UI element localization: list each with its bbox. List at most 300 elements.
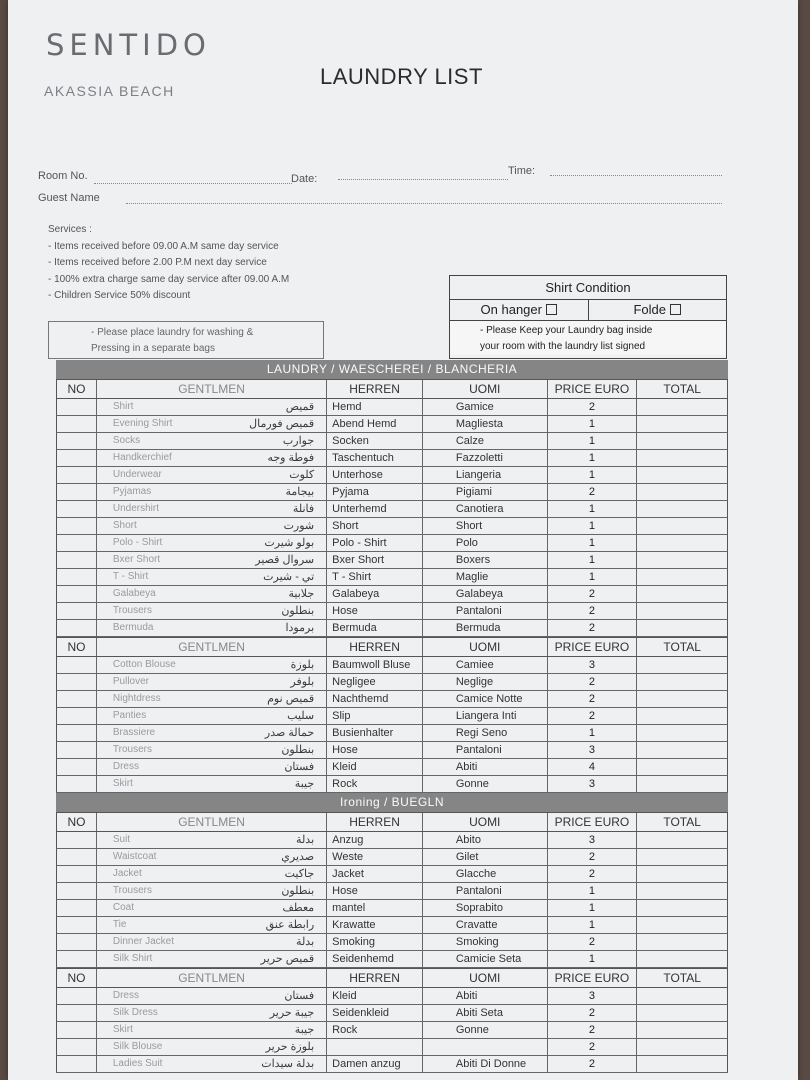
item-name-en: Silk Dress [112, 1007, 158, 1018]
item-name-ar: صديري [281, 851, 315, 863]
item-name-it: Calze [423, 433, 548, 449]
service-item: - Children Service 50% discount [48, 288, 289, 305]
table-row [56, 416, 728, 433]
folded-label: Folde [633, 302, 667, 317]
guest-name-field[interactable] [126, 203, 722, 204]
item-name-de: Hemd [327, 399, 423, 415]
item-name-de [327, 1039, 423, 1055]
item-name-ar: جيبة [294, 778, 315, 790]
table-row [56, 603, 728, 620]
item-name-cell [97, 917, 327, 933]
table-header-row [56, 637, 728, 657]
row-no-cell [57, 883, 97, 899]
item-name-ar: قميص نوم [267, 693, 315, 705]
row-no-cell [57, 917, 97, 933]
item-name-de: Bxer Short [327, 552, 423, 568]
service-item: - Items received before 2.00 P.M next day service [48, 255, 289, 272]
item-price: 4 [548, 759, 638, 775]
laundry-price-table [56, 360, 728, 1073]
item-name-it: Camiee [423, 657, 548, 673]
table-row [56, 832, 728, 849]
item-name-en: Silk Shirt [112, 953, 153, 964]
item-name-de: Rock [327, 1022, 423, 1038]
item-name-ar: بلوفر [290, 676, 315, 688]
item-name-it: Regi Seno [423, 725, 548, 741]
washing-note-line: Pressing in a separate bags [91, 343, 215, 354]
item-name-en: Short [112, 520, 137, 531]
item-name-it: Soprabito [423, 900, 548, 916]
item-name-cell [97, 1022, 327, 1038]
item-total-field[interactable] [637, 951, 727, 967]
item-name-ar: جيبة [294, 1024, 315, 1036]
item-name-ar: قميص [285, 401, 315, 413]
item-total-field[interactable] [637, 501, 727, 517]
item-total-field[interactable] [637, 620, 727, 636]
item-price: 1 [548, 535, 638, 551]
item-name-ar: بلوزة حرير [265, 1041, 315, 1053]
row-no-cell [57, 674, 97, 690]
item-total-field[interactable] [637, 657, 727, 673]
item-name-de: Rock [327, 776, 423, 792]
item-name-cell [97, 725, 327, 741]
item-price: 2 [548, 934, 638, 950]
item-total-field[interactable] [637, 552, 727, 568]
header-no: NO [57, 969, 97, 987]
item-name-de: Bermuda [327, 620, 423, 636]
item-price: 1 [548, 951, 638, 967]
header-price: PRICE EURO [548, 813, 638, 831]
guest-label: Guest Name [38, 192, 100, 204]
item-name-cell [97, 535, 327, 551]
item-name-it: Galabeya [423, 586, 548, 602]
item-name-cell [97, 883, 327, 899]
item-name-cell [97, 416, 327, 432]
item-name-de: Kleid [327, 988, 423, 1004]
item-name-ar: جاكيت [284, 868, 315, 880]
item-total-field[interactable] [637, 399, 727, 415]
header-no: NO [57, 813, 97, 831]
item-name-de: Nachthemd [327, 691, 423, 707]
item-name-cell [97, 467, 327, 483]
item-name-it: Maglie [423, 569, 548, 585]
item-name-de: Abend Hemd [327, 416, 423, 432]
item-total-field[interactable] [637, 883, 727, 899]
item-price: 1 [548, 501, 638, 517]
header-total: TOTAL [663, 971, 701, 985]
header-total: TOTAL [663, 382, 701, 396]
table-row [56, 620, 728, 637]
item-name-it: Camice Notte [423, 691, 548, 707]
on-hanger-label: On hanger [480, 302, 542, 317]
item-name-de: Smoking [327, 934, 423, 950]
item-name-it: Canotiera [423, 501, 548, 517]
item-name-cell [97, 832, 327, 848]
item-total-field[interactable] [637, 1005, 727, 1021]
item-name-en: Pyjamas [112, 486, 152, 497]
row-no-cell [57, 657, 97, 673]
table-row [56, 535, 728, 552]
row-no-cell [57, 934, 97, 950]
header-herren: HERREN [327, 638, 423, 656]
item-price: 2 [548, 399, 638, 415]
time-field[interactable] [550, 175, 722, 176]
table-row [56, 759, 728, 776]
item-name-en: Galabeya [112, 588, 156, 599]
date-field[interactable] [338, 179, 508, 180]
item-name-it: Cravatte [423, 917, 548, 933]
item-name-en: Brassiere [112, 727, 156, 738]
item-name-de: T - Shirt [327, 569, 423, 585]
item-total-field[interactable] [637, 569, 727, 585]
item-name-cell [97, 518, 327, 534]
item-price: 1 [548, 900, 638, 916]
row-no-cell [57, 759, 97, 775]
header-uomi: UOMI [423, 380, 548, 398]
table-row [56, 569, 728, 586]
room-field[interactable] [94, 183, 292, 184]
header-no: NO [57, 638, 97, 656]
table-row [56, 691, 728, 708]
row-no-cell [57, 1056, 97, 1072]
item-total-field[interactable] [637, 832, 727, 848]
item-total-field[interactable] [637, 1056, 727, 1072]
item-total-field[interactable] [637, 535, 727, 551]
item-total-field[interactable] [637, 849, 727, 865]
header-total: TOTAL [663, 815, 701, 829]
item-name-cell [97, 691, 327, 707]
item-name-ar: بدلة سيدات [261, 1058, 315, 1070]
item-name-cell [97, 586, 327, 602]
item-name-ar: تي - شيرت [263, 571, 315, 583]
item-total-field[interactable] [637, 674, 727, 690]
item-price: 2 [548, 849, 638, 865]
item-total-field[interactable] [637, 934, 727, 950]
item-price: 3 [548, 776, 638, 792]
item-price: 1 [548, 917, 638, 933]
item-total-field[interactable] [637, 742, 727, 758]
item-name-it [423, 1039, 548, 1055]
item-name-cell [97, 849, 327, 865]
item-name-it: Gamice [423, 399, 548, 415]
item-price: 2 [548, 708, 638, 724]
row-no-cell [57, 708, 97, 724]
laundry-bag-note-line: your room with the laundry list signed [480, 341, 646, 352]
item-name-de: Galabeya [327, 586, 423, 602]
item-name-de: Anzug [327, 832, 423, 848]
table-row [56, 917, 728, 934]
item-name-de: Hose [327, 742, 423, 758]
item-total-field[interactable] [637, 725, 727, 741]
item-name-de: Seidenkleid [327, 1005, 423, 1021]
row-no-cell [57, 484, 97, 500]
item-total-field[interactable] [637, 866, 727, 882]
item-name-en: Trousers [112, 744, 152, 755]
item-name-en: Handkerchief [112, 452, 172, 463]
table-row [56, 900, 728, 917]
table-row [56, 674, 728, 691]
item-name-ar: كلوت [289, 469, 315, 481]
item-name-it: Abiti Di Donne [423, 1056, 548, 1072]
row-no-cell [57, 725, 97, 741]
item-name-ar: برمودا [285, 622, 315, 634]
table-row [56, 934, 728, 951]
row-no-cell [57, 569, 97, 585]
item-name-it: Liangeria [423, 467, 548, 483]
item-price: 2 [548, 1039, 638, 1055]
item-name-it: Fazzoletti [423, 450, 548, 466]
table-row [56, 586, 728, 603]
row-no-cell [57, 501, 97, 517]
item-name-cell [97, 450, 327, 466]
item-name-en: Tie [112, 919, 127, 930]
item-name-ar: قميص حرير [260, 953, 315, 965]
item-name-it: Abiti Seta [423, 1005, 548, 1021]
item-total-field[interactable] [637, 1022, 727, 1038]
item-name-en: Waistcoat [112, 851, 157, 862]
header-herren: HERREN [327, 813, 423, 831]
item-name-de: Weste [327, 849, 423, 865]
item-total-field[interactable] [637, 416, 727, 432]
table-row [56, 433, 728, 450]
item-name-it: Gonne [423, 1022, 548, 1038]
shirt-condition-options [450, 300, 726, 321]
header-uomi: UOMI [423, 638, 548, 656]
item-total-field[interactable] [637, 433, 727, 449]
table-row [56, 501, 728, 518]
item-name-en: Silk Blouse [112, 1041, 163, 1052]
table-row [56, 450, 728, 467]
item-name-it: Smoking [423, 934, 548, 950]
item-name-it: Pigiami [423, 484, 548, 500]
item-name-cell [97, 934, 327, 950]
room-label: Room No. [38, 170, 88, 182]
item-price: 2 [548, 620, 638, 636]
item-name-de: mantel [327, 900, 423, 916]
item-name-cell [97, 900, 327, 916]
item-price: 2 [548, 603, 638, 619]
item-name-cell [97, 433, 327, 449]
item-name-cell [97, 620, 327, 636]
item-name-de: Busienhalter [327, 725, 423, 741]
row-no-cell [57, 433, 97, 449]
row-no-cell [57, 450, 97, 466]
table-row [56, 1056, 728, 1073]
folded-checkbox[interactable] [670, 304, 681, 315]
item-name-de: Jacket [327, 866, 423, 882]
table-row [56, 776, 728, 793]
row-no-cell [57, 1005, 97, 1021]
item-total-field[interactable] [637, 917, 727, 933]
item-total-field[interactable] [637, 450, 727, 466]
item-name-ar: سروال قصير [255, 554, 315, 566]
item-name-it: Boxers [423, 552, 548, 568]
item-name-en: Dress [112, 990, 139, 1001]
table-row [56, 399, 728, 416]
row-no-cell [57, 951, 97, 967]
row-no-cell [57, 832, 97, 848]
item-name-en: Bermuda [112, 622, 154, 633]
item-name-de: Kleid [327, 759, 423, 775]
item-total-field[interactable] [637, 988, 727, 1004]
on-hanger-option[interactable] [450, 300, 589, 320]
item-total-field[interactable] [637, 759, 727, 775]
item-price: 1 [548, 725, 638, 741]
brand-logo: SENTIDO [46, 28, 211, 62]
item-name-it: Bermuda [423, 620, 548, 636]
washing-note-line: - Please place laundry for washing & [91, 327, 254, 338]
item-total-field[interactable] [637, 691, 727, 707]
item-name-ar: معطف [282, 902, 315, 914]
item-price: 1 [548, 552, 638, 568]
header-uomi: UOMI [423, 813, 548, 831]
table-row [56, 725, 728, 742]
item-price: 2 [548, 1005, 638, 1021]
table-row [56, 708, 728, 725]
item-name-en: Shirt [112, 401, 134, 412]
item-name-it: Pantaloni [423, 603, 548, 619]
table-row [56, 951, 728, 968]
item-name-en: Dress [112, 761, 139, 772]
item-name-it: Abito [423, 832, 548, 848]
item-name-ar: بلوزة [290, 659, 315, 671]
row-no-cell [57, 776, 97, 792]
item-name-ar: فستان [284, 761, 315, 773]
item-name-it: Pantaloni [423, 742, 548, 758]
item-name-de: Krawatte [327, 917, 423, 933]
folded-option[interactable] [589, 300, 727, 320]
item-name-en: Dinner Jacket [112, 936, 175, 947]
item-name-cell [97, 657, 327, 673]
item-price: 3 [548, 988, 638, 1004]
date-label: Date: [291, 173, 318, 185]
table-row [56, 883, 728, 900]
item-name-cell [97, 501, 327, 517]
on-hanger-checkbox[interactable] [546, 304, 557, 315]
item-name-ar: فستان [284, 990, 315, 1002]
row-no-cell [57, 603, 97, 619]
services-heading: Services : [48, 224, 92, 235]
item-name-cell [97, 552, 327, 568]
property-name: AKASSIA BEACH [44, 83, 175, 99]
item-name-ar: بنطلون [281, 885, 315, 897]
item-name-it: Pantaloni [423, 883, 548, 899]
item-name-it: Glacche [423, 866, 548, 882]
row-no-cell [57, 900, 97, 916]
washing-note [48, 321, 324, 359]
header-total: TOTAL [663, 640, 701, 654]
item-price: 2 [548, 586, 638, 602]
row-no-cell [57, 691, 97, 707]
row-no-cell [57, 849, 97, 865]
item-name-en: Trousers [112, 885, 152, 896]
item-total-field[interactable] [637, 467, 727, 483]
item-name-en: Pullover [112, 676, 150, 687]
item-name-cell [97, 1056, 327, 1072]
item-name-ar: حمالة صدر [264, 727, 315, 739]
item-total-field[interactable] [637, 776, 727, 792]
row-no-cell [57, 1039, 97, 1055]
item-name-ar: قميص فورمال [249, 418, 315, 430]
row-no-cell [57, 988, 97, 1004]
item-name-it: Magliesta [423, 416, 548, 432]
item-name-it: Camicie Seta [423, 951, 548, 967]
item-price: 1 [548, 569, 638, 585]
item-name-en: Skirt [112, 778, 133, 789]
item-name-en: Polo - Shirt [112, 537, 163, 548]
item-price: 1 [548, 433, 638, 449]
item-name-ar: رابطة عنق [265, 919, 315, 931]
row-no-cell [57, 399, 97, 415]
row-no-cell [57, 518, 97, 534]
item-name-de: Socken [327, 433, 423, 449]
item-price: 3 [548, 657, 638, 673]
item-name-ar: بيجامة [285, 486, 315, 498]
row-no-cell [57, 742, 97, 758]
header-uomi: UOMI [423, 969, 548, 987]
item-name-it: Gilet [423, 849, 548, 865]
header-gentlemen: GENTLMEN [97, 380, 327, 398]
header-gentlemen: GENTLMEN [97, 969, 327, 987]
table-row [56, 1022, 728, 1039]
table-header-row [56, 968, 728, 988]
item-name-en: Panties [112, 710, 147, 721]
item-name-de: Pyjama [327, 484, 423, 500]
header-herren: HERREN [327, 969, 423, 987]
table-row [56, 742, 728, 759]
page-title: LAUNDRY LIST [320, 64, 483, 89]
item-total-field[interactable] [637, 900, 727, 916]
item-price: 2 [548, 1022, 638, 1038]
time-label: Time: [508, 165, 536, 177]
item-name-en: Socks [112, 435, 141, 446]
item-name-en: Bxer Short [112, 554, 161, 565]
item-name-en: T - Shirt [112, 571, 149, 582]
row-no-cell [57, 586, 97, 602]
row-no-cell [57, 552, 97, 568]
item-total-field[interactable] [637, 484, 727, 500]
item-name-ar: فوطة وجه [267, 452, 315, 464]
item-name-cell [97, 951, 327, 967]
laundry-list-sheet [8, 0, 798, 1080]
item-name-ar: بدلة [296, 936, 315, 948]
table-row [56, 552, 728, 569]
item-name-ar: فانلة [292, 503, 315, 515]
item-name-de: Damen anzug [327, 1056, 423, 1072]
item-total-field[interactable] [637, 603, 727, 619]
table-row [56, 484, 728, 501]
item-name-ar: بدلة [296, 834, 315, 846]
item-name-it: Neglige [423, 674, 548, 690]
item-name-de: Hose [327, 603, 423, 619]
item-name-ar: بنطلون [281, 744, 315, 756]
header-price: PRICE EURO [548, 638, 638, 656]
item-total-field[interactable] [637, 518, 727, 534]
item-total-field[interactable] [637, 586, 727, 602]
item-price: 2 [548, 691, 638, 707]
item-total-field[interactable] [637, 1039, 727, 1055]
header-price: PRICE EURO [548, 380, 638, 398]
row-no-cell [57, 1022, 97, 1038]
item-name-en: Evening Shirt [112, 418, 173, 429]
item-name-en: Undershirt [112, 503, 160, 514]
item-name-cell [97, 988, 327, 1004]
item-total-field[interactable] [637, 708, 727, 724]
item-name-cell [97, 1005, 327, 1021]
service-item: - 100% extra charge same day service after 09.00 A.M [48, 272, 289, 289]
table-row [56, 518, 728, 535]
item-name-en: Underwear [112, 469, 162, 480]
item-name-en: Jacket [112, 868, 142, 879]
